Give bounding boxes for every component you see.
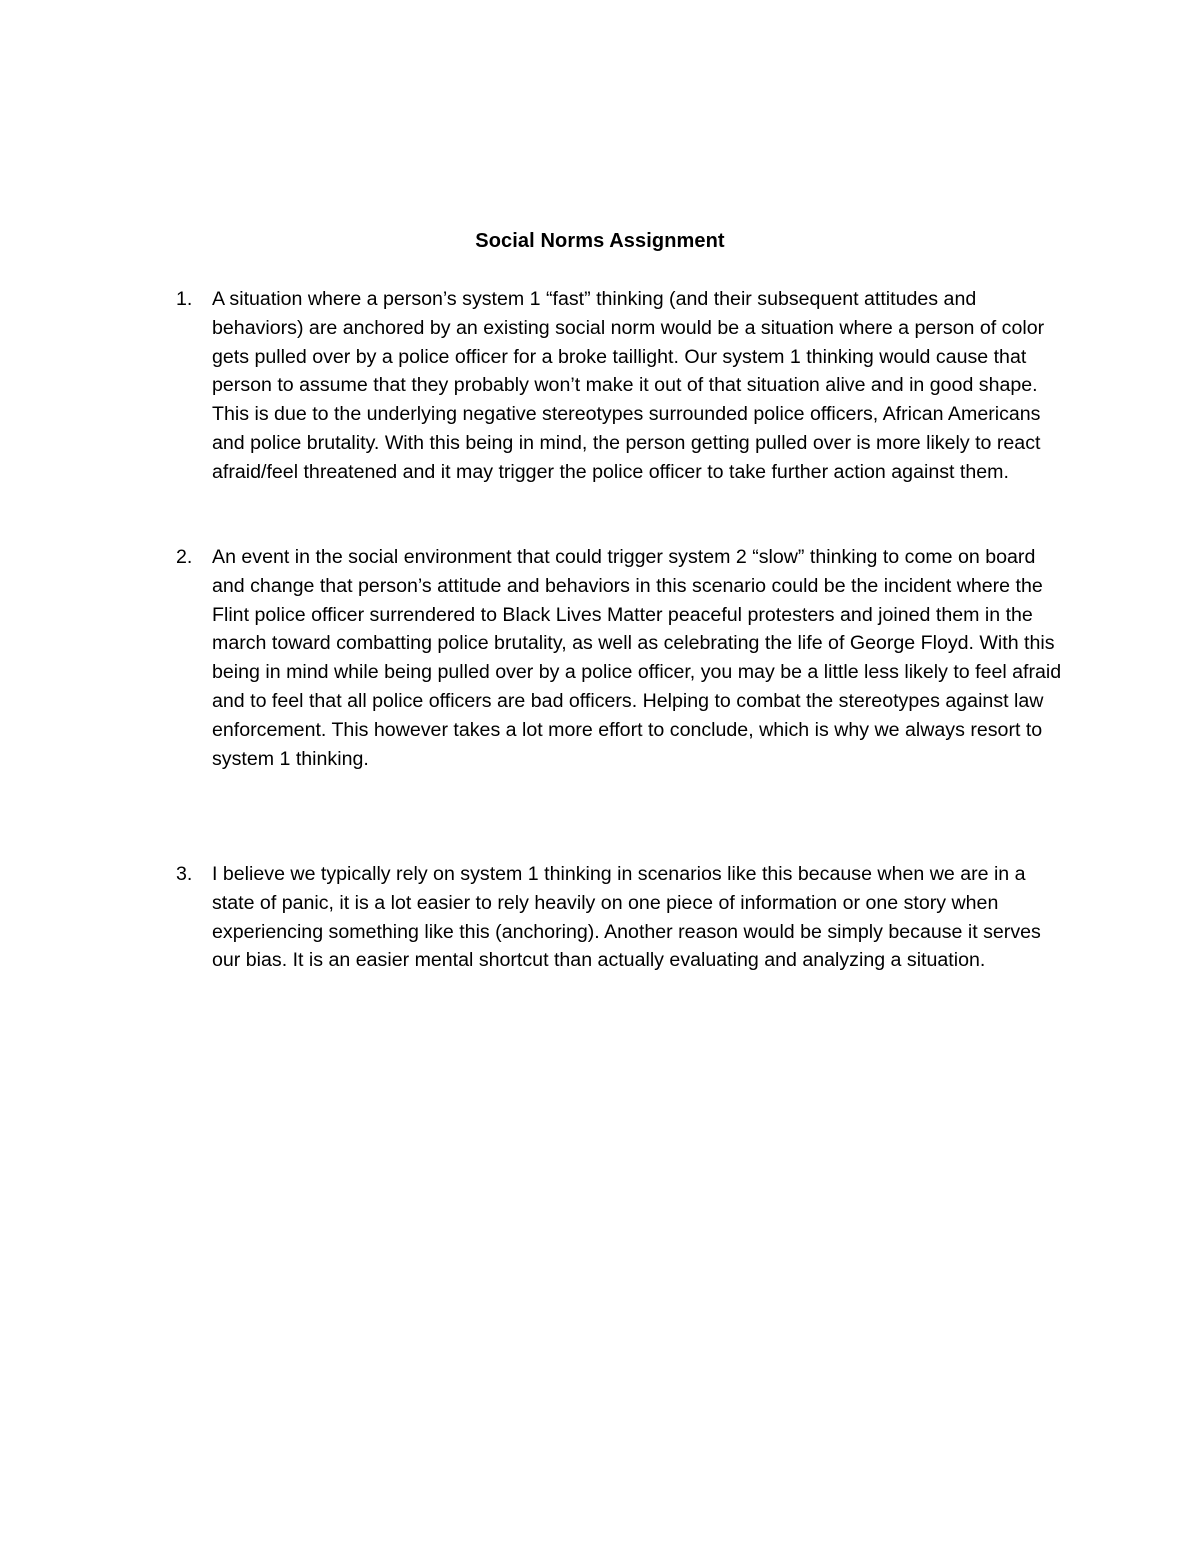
document-title: Social Norms Assignment	[475, 230, 725, 252]
list-item	[176, 543, 1066, 773]
list-item-text: A situation where a person’s system 1 “fast” thinking (and their subsequent attitudes and behaviors) are anchored by an existing social norm would be a situation where a person of color gets pulled over by a police officer for a broke taillight. Our system 1 thinking would cause that person to assume that they probably won’t make it out of that situation alive and in good shape. This is due to the underlying negative stereotypes surrounded police officers, African Americans and police brutality. With this being in mind, the person getting pulled over is more likely to react afraid/feel threatened and it may trigger the police officer to take further action against them.	[212, 288, 1045, 483]
list-item-number: 1.	[176, 288, 193, 310]
list-item	[176, 860, 1066, 975]
list-item-text: An event in the social environment that could trigger system 2 “slow” thinking to come on board and change that person’s attitude and behaviors in this scenario could be the incident where the Flint police officer surrendered to Black Lives Matter peaceful protesters and joined them in the march toward combatting police brutality, as well as celebrating the life of George Floyd. With this being in mind while being pulled over by a police officer, you may be a little less likely to feel afraid and to feel that all police officers are bad officers. Helping to combat the stereotypes against law enforcement. This however takes a lot more effort to conclude, which is why we always resort to system 1 thinking.	[212, 546, 1062, 770]
list-item-text: I believe we typically rely on system 1 thinking in scenarios like this because when we are in a state of panic, it is a lot easier to rely heavily on one piece of information or one story when experiencing something like this (anchoring). Another reason would be simply because it serves our bias. It is an easier mental shortcut than actually evaluating and analyzing a situation.	[212, 863, 1041, 972]
list-item-number: 3.	[176, 863, 193, 885]
list-item	[176, 285, 1066, 487]
list-item-number: 2.	[176, 546, 193, 568]
